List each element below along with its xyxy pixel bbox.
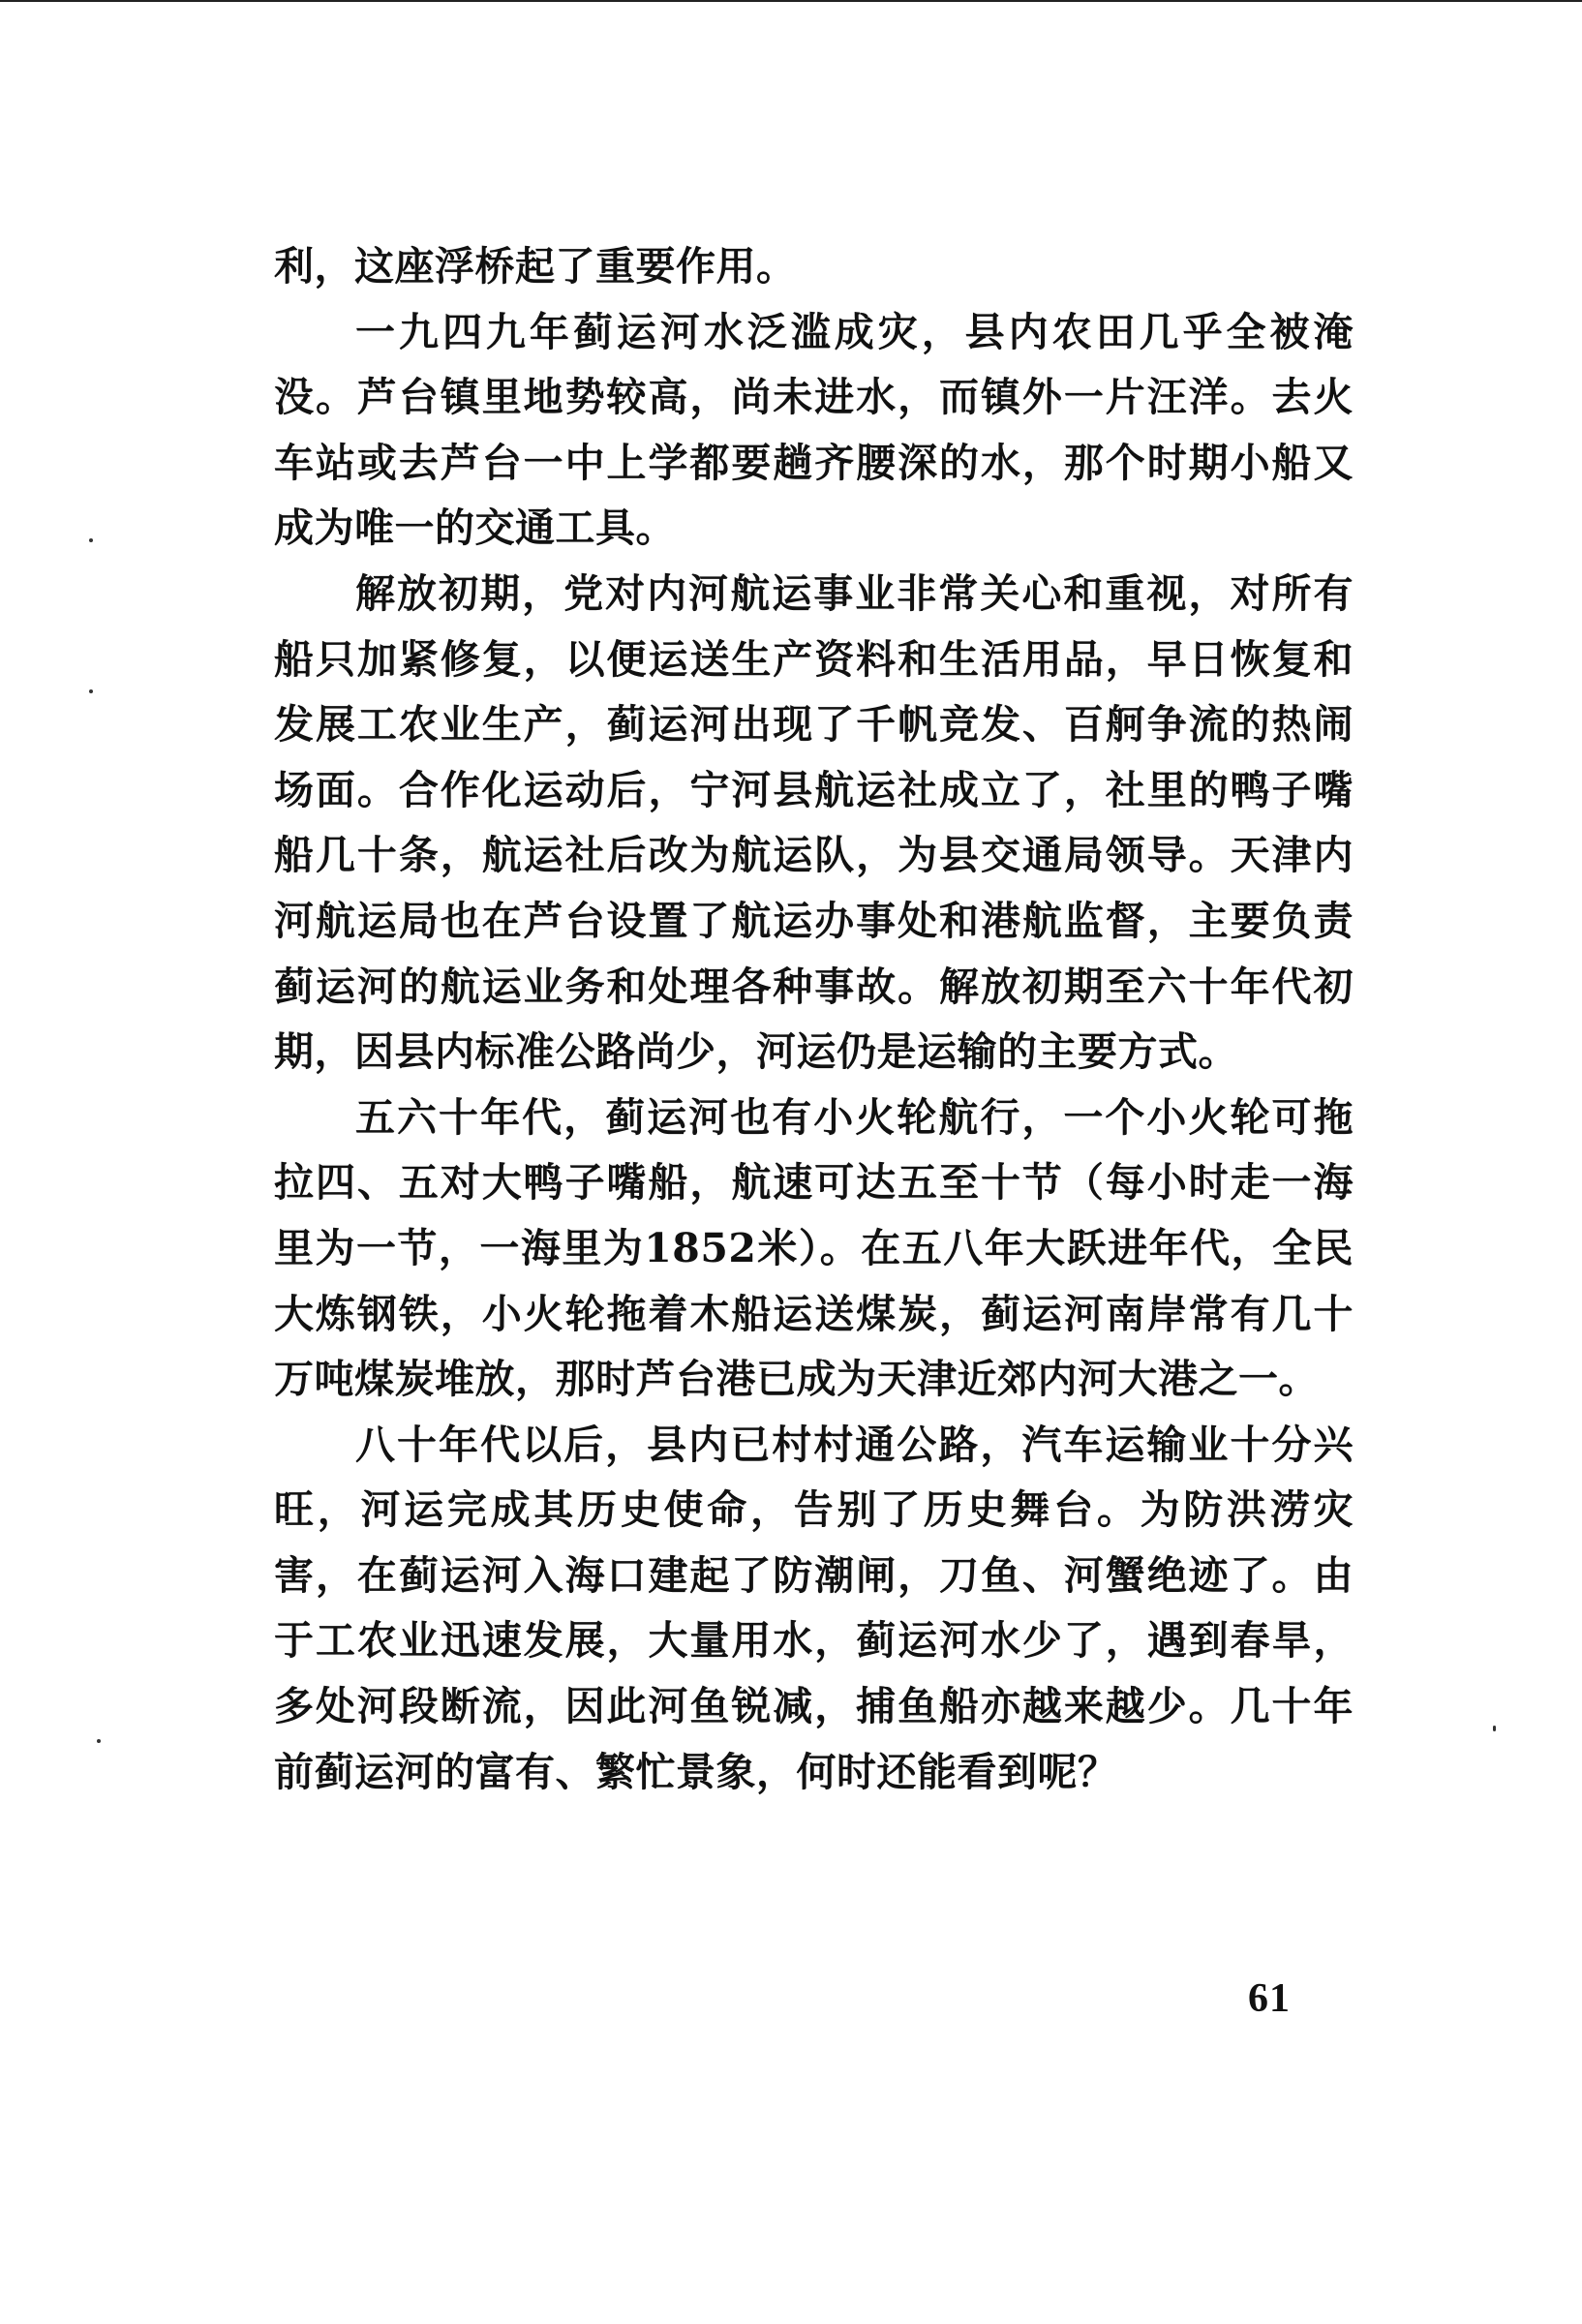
scan-speck (89, 538, 93, 542)
paragraph-continuation: 利，这座浮桥起了重要作用。 (274, 243, 797, 290)
top-border-line (0, 0, 1582, 2)
paragraph-early-liberation: 解放初期，党对内河航运事业非常关心和重视，对所有船只加紧修复，以便运送生产资料和生活用品，早日恢复和发展工农业生产，蓟运河出现了千帆竞发、百舸争流的热闹场面。合作化运动后，宁河县航运社成立了，社里的鸭子嘴船几十条，航运社后改为航运队，为县交通局领导。天津内河航运局也在芦台设置了航运办事处和港航监督，主要负责蓟运河的航运业务和处理各种事故。解放初期至六十年代初期，因县内标准公路尚少，河运仍是运输的主要方式。 (274, 569, 1354, 1076)
paragraph-after-eighties: 八十年代以后，县内已村村通公路，汽车运输业十分兴旺，河运完成其历史使命，告别了历史舞台。为防洪涝灾害，在蓟运河入海口建起了防潮闸，刀鱼、河蟹绝迹了。由于工农业迅速发展，大量用水，蓟运河水少了，遇到春旱，多处河段断流，因此河鱼锐减，捕鱼船亦越来越少。几十年前蓟运河的富有、繁忙景象，何时还能看到呢？ (274, 1421, 1354, 1795)
page-number: 61 (1248, 1976, 1291, 2021)
body-text (274, 234, 1354, 1805)
scan-speck (89, 689, 93, 693)
scan-speck (1493, 1726, 1496, 1731)
paragraph-steamboats: 五六十年代，蓟运河也有小火轮航行，一个小火轮可拖拉四、五对大鸭子嘴船，航速可达五至十节（每小时走一海里为一节，一海里为1852米）。在五八年大跃进年代，全民大炼钢铁，小火轮拖着木船运送煤炭，蓟运河南岸常有几十万吨煤炭堆放，那时芦台港已成为天津近郊内河大港之一。 (274, 1093, 1354, 1403)
paragraph-flood-1949: 一九四九年蓟运河水泛滥成灾，县内农田几乎全被淹没。芦台镇里地势较高，尚未进水，而镇外一片汪洋。去火车站或去芦台一中上学都要趟齐腰深的水，那个时期小船又成为唯一的交通工具。 (274, 308, 1354, 552)
scan-speck (97, 1739, 101, 1743)
